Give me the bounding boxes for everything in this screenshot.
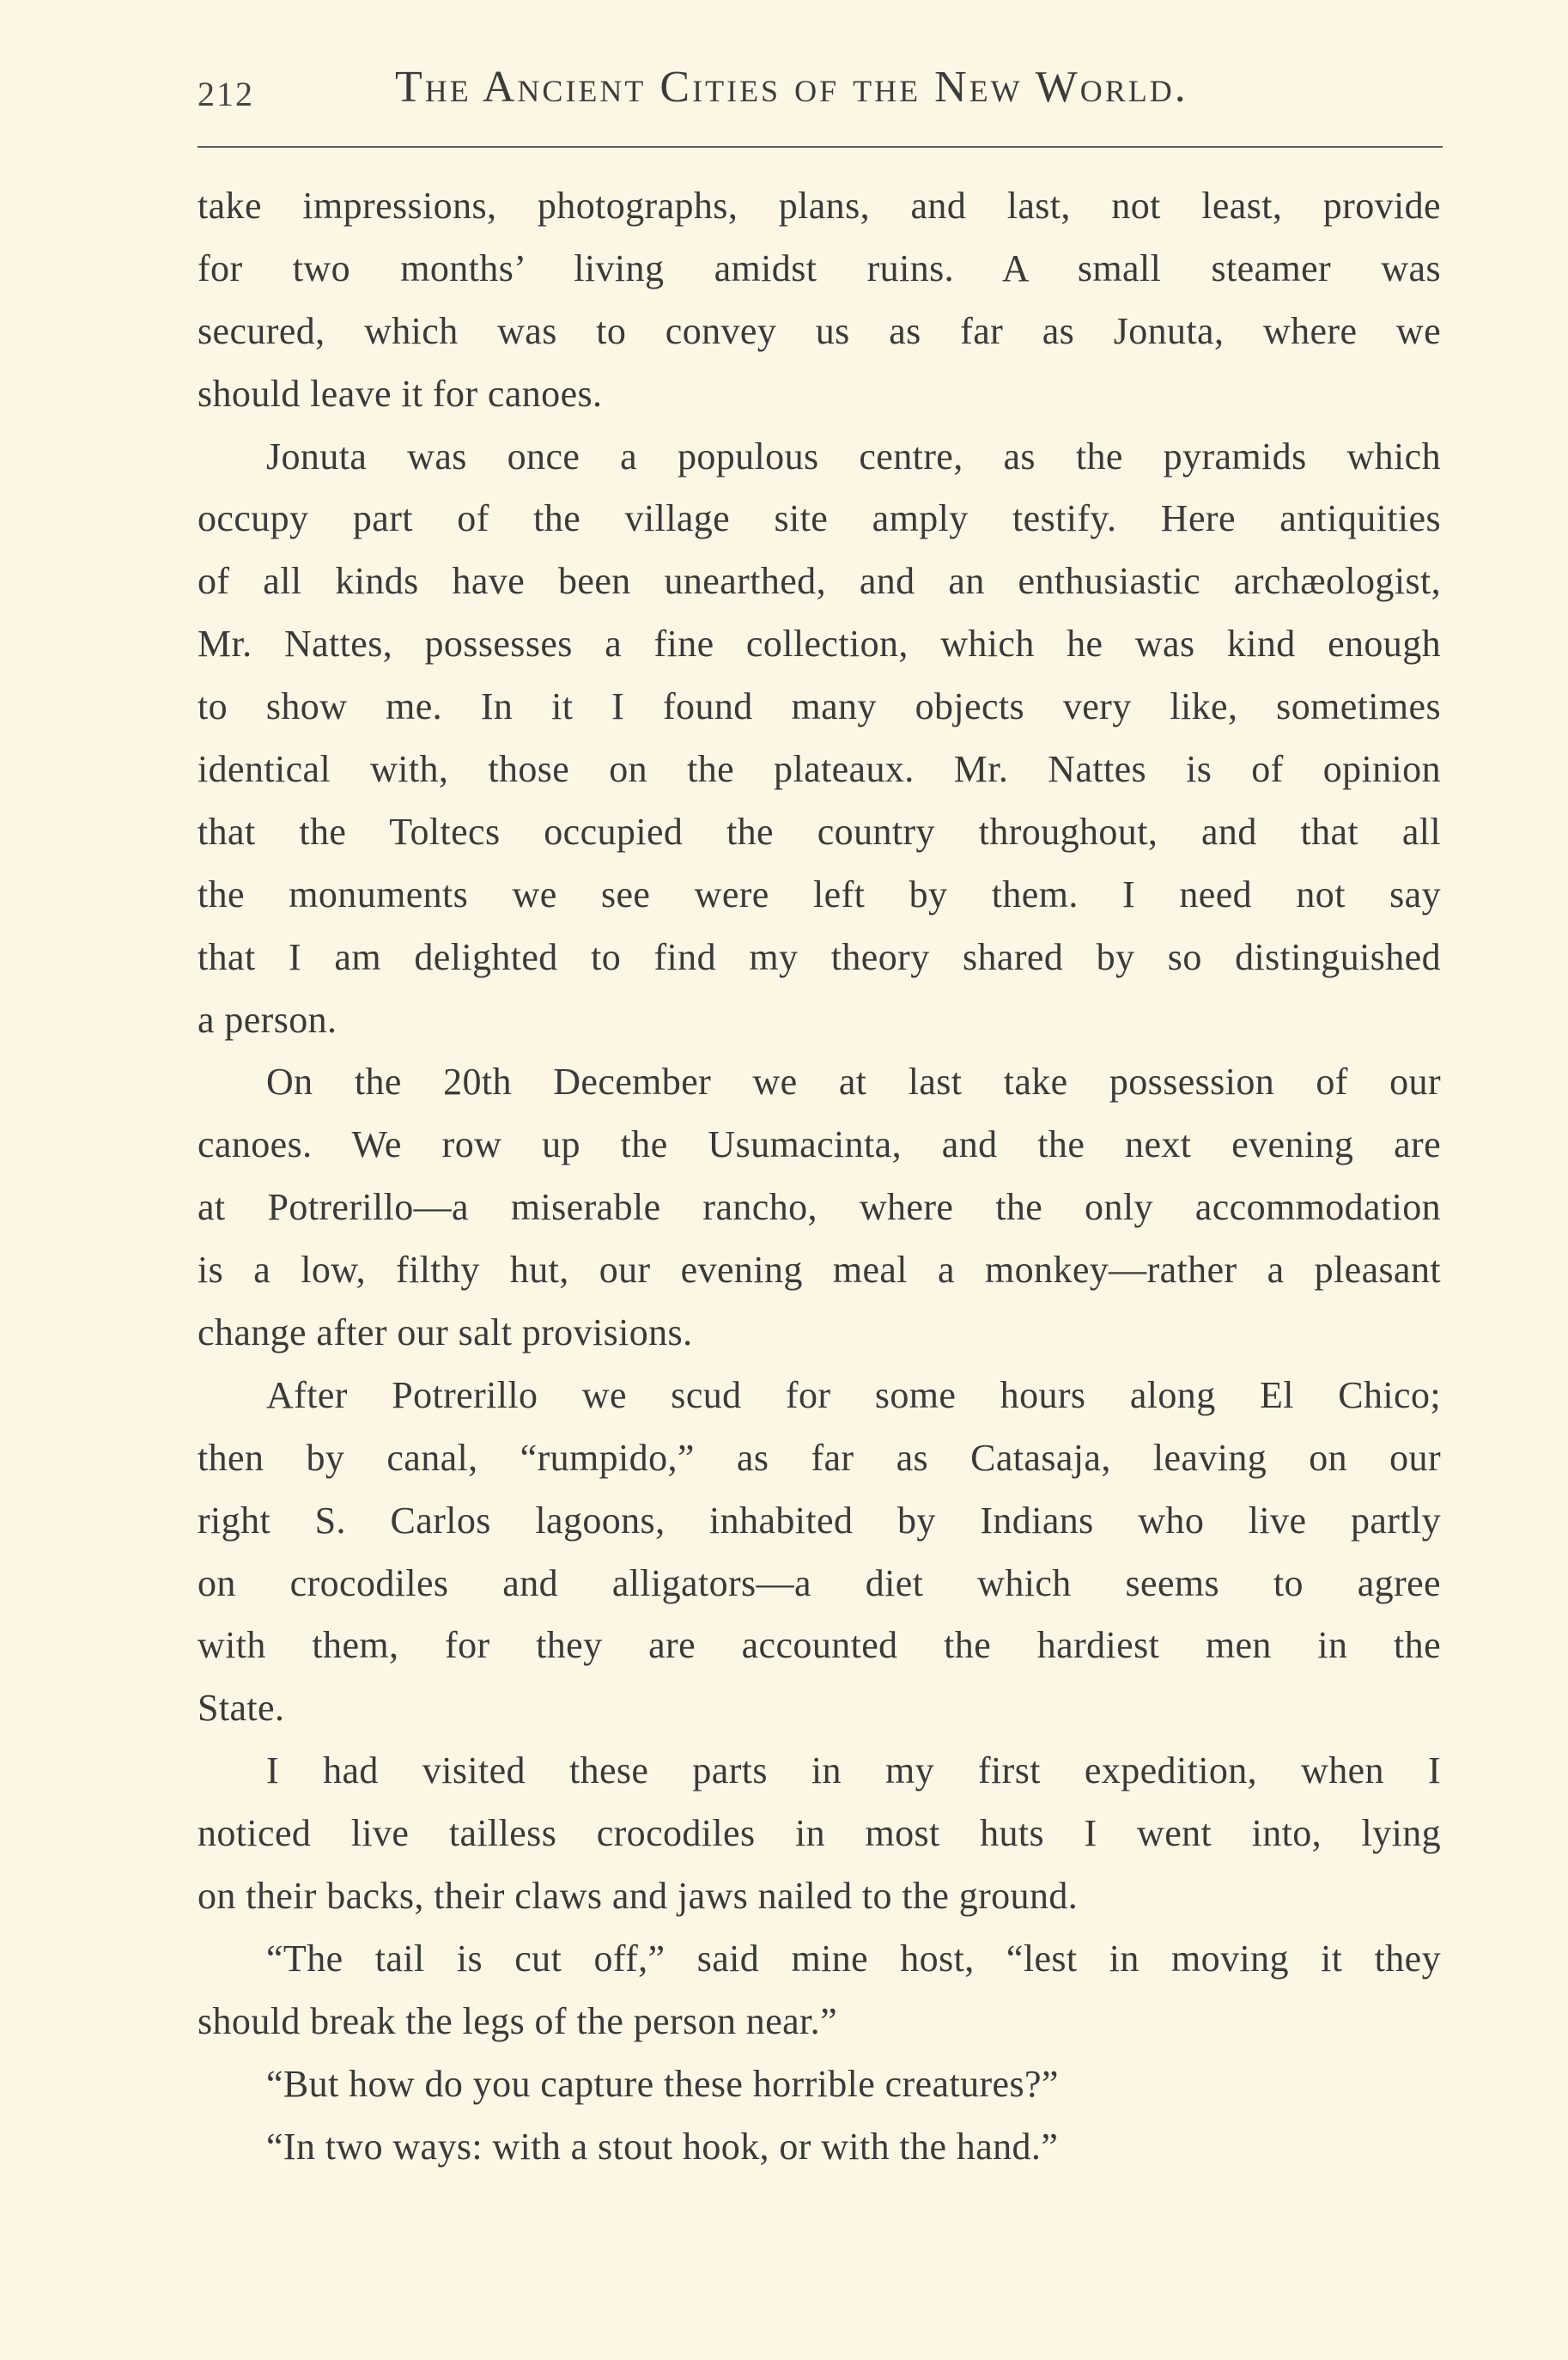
text-line: the monuments we see were left by them. I need not say (198, 873, 1441, 915)
text-line: on their backs, their claws and jaws nailed to the ground. (198, 1875, 1079, 1918)
text-line: a person. (198, 998, 337, 1041)
text-line: then by canal, “rumpido,” as far as Catasaja, leaving on our (198, 1436, 1441, 1479)
text-line: occupy part of the village site amply testify. Here antiquities (198, 497, 1441, 540)
page-number: 212 (198, 75, 254, 113)
text-line: should leave it for canoes. (198, 372, 603, 415)
text-line: of all kinds have been unearthed, and an enthusiastic archæologist, (198, 560, 1441, 603)
text-line: should break the legs of the person near.” (198, 1999, 838, 2042)
text-line: On the 20th December we at last take possession of our (266, 1061, 1441, 1104)
text-line: I had visited these parts in my first expedition, when I (266, 1749, 1441, 1792)
running-title: The Ancient Cities of the New World. (395, 63, 1188, 112)
body-text (198, 175, 1441, 2179)
text-line: take impressions, photographs, plans, and last, not least, provide (198, 185, 1441, 227)
text-line: right S. Carlos lagoons, inhabited by Indians who live partly (198, 1499, 1441, 1542)
text-line: change after our salt provisions. (198, 1311, 693, 1354)
text-line: for two months’ living amidst ruins. A small steamer was (198, 246, 1441, 289)
text-line: “In two ways: with a stout hook, or with the hand.” (266, 2125, 1059, 2168)
text-line: noticed live tailless crocodiles in most huts I went into, lying (198, 1812, 1441, 1855)
text-line: on crocodiles and alligators—a diet which seems to agree (198, 1561, 1441, 1604)
text-line: “The tail is cut off,” said mine host, “lest in moving it they (266, 1937, 1441, 1980)
text-line: canoes. We row up the Usumacinta, and the next evening are (198, 1123, 1441, 1166)
text-line: to show me. In it I found many objects very like, sometimes (198, 685, 1441, 728)
text-line: “But how do you capture these horrible creatures?” (266, 2062, 1059, 2105)
text-line: that I am delighted to find my theory shared by so distinguished (198, 935, 1441, 978)
text-line: Mr. Nattes, possesses a fine collection, which he was kind enough (198, 623, 1441, 666)
text-line: is a low, filthy hut, our evening meal a monkey—rather a pleasant (198, 1249, 1441, 1292)
text-line: that the Toltecs occupied the country throughout, and that all (198, 810, 1441, 853)
text-line: secured, which was to convey us as far as Jonuta, where we (198, 309, 1441, 352)
text-line: identical with, those on the plateaux. Mr. Nattes is of opinion (198, 748, 1441, 791)
text-line: with them, for they are accounted the hardiest men in the (198, 1624, 1441, 1667)
page-header (198, 53, 1443, 122)
text-line: Jonuta was once a populous centre, as the pyramids which (266, 435, 1441, 477)
text-line: State. (198, 1687, 285, 1730)
text-line: After Potrerillo we scud for some hours along El Chico; (266, 1373, 1441, 1416)
text-line: at Potrerillo—a miserable rancho, where the only accommodation (198, 1186, 1441, 1229)
header-rule (198, 146, 1443, 148)
